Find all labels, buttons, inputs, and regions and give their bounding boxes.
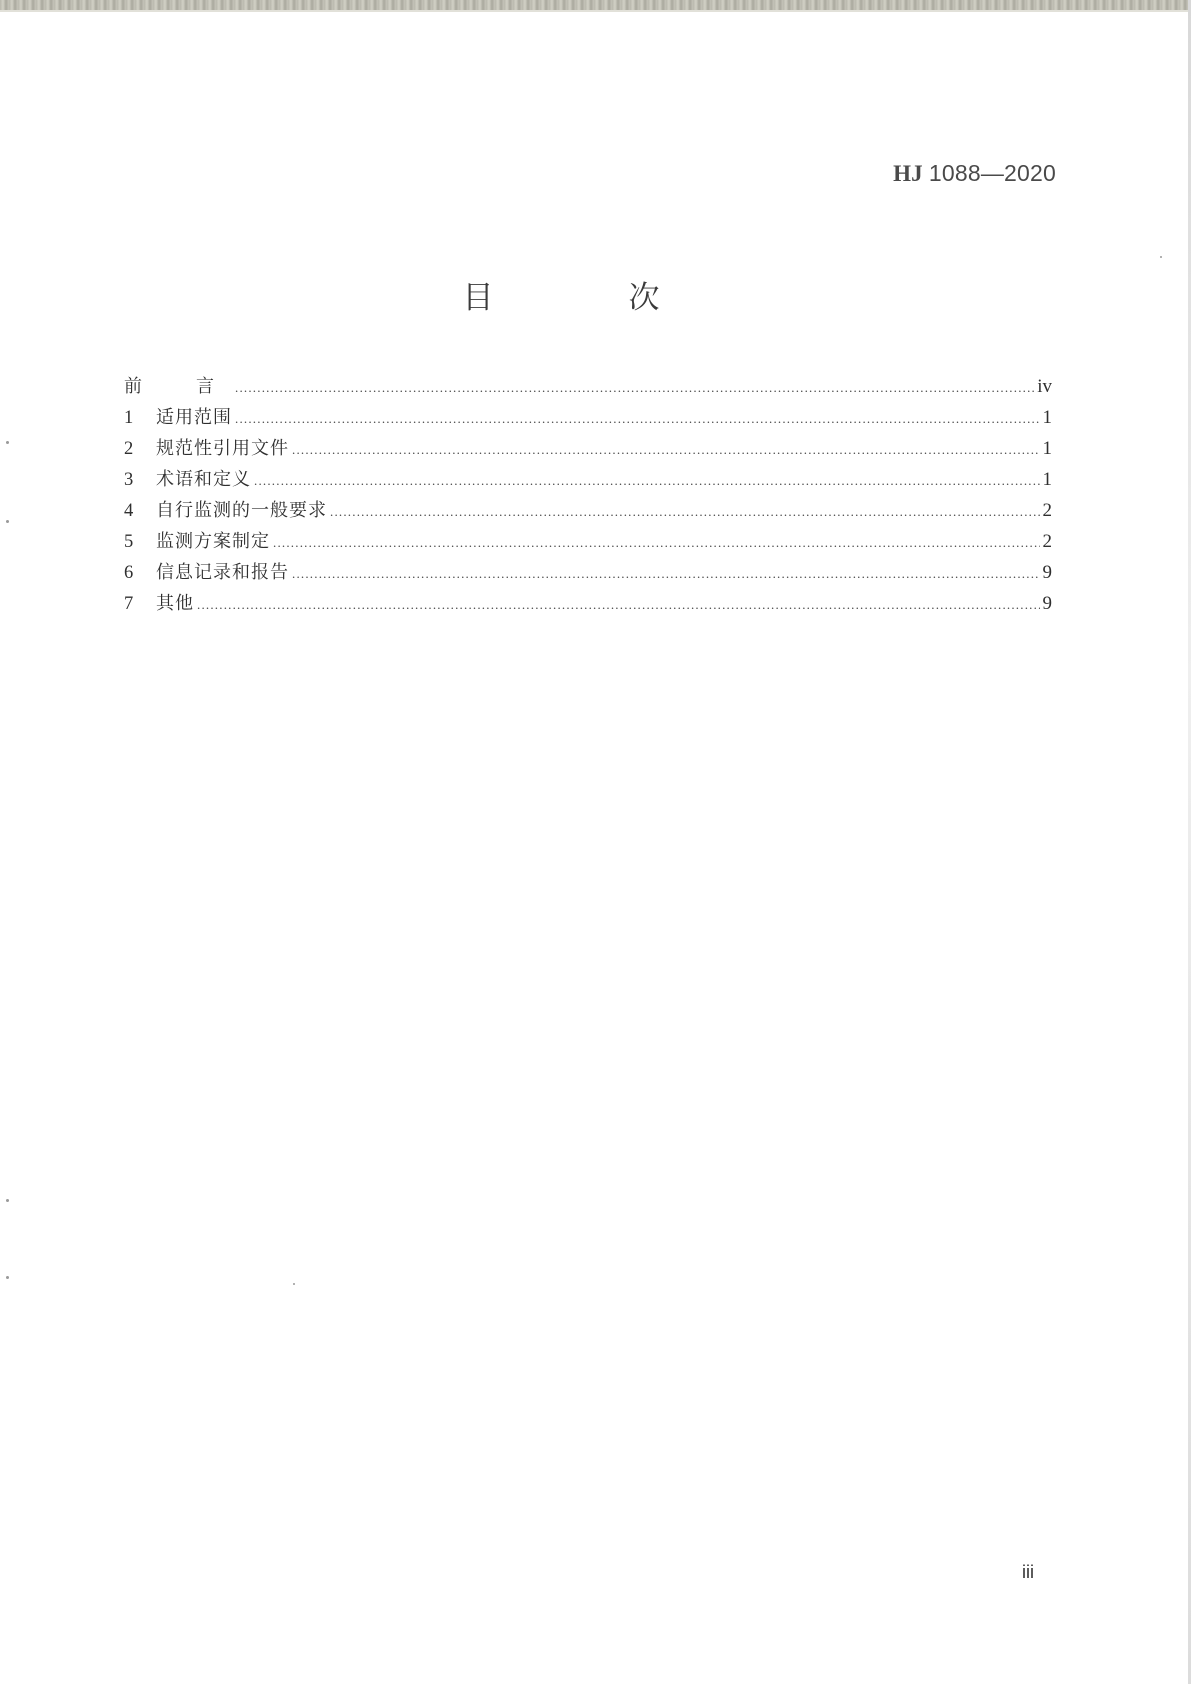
toc-entry-page: 1: [1042, 407, 1052, 428]
toc-entry-number: 1: [124, 408, 134, 428]
scan-speck: [293, 1283, 295, 1285]
toc-leader-dots: [273, 535, 1040, 551]
toc-entry-number: 2: [124, 439, 134, 459]
toc-leader-dots: [197, 597, 1040, 613]
page-number: iii: [1022, 1562, 1034, 1582]
scan-speck: [6, 441, 9, 444]
toc-entry-2[interactable]: [124, 434, 1052, 465]
standard-prefix: HJ: [893, 161, 923, 186]
toc-title: 目 次: [462, 280, 712, 316]
scan-speck: [6, 1199, 9, 1202]
toc-entry-label: 信息记录和报告: [156, 562, 289, 583]
toc-entry-page: 1: [1042, 438, 1052, 459]
toc-entry-label: 术语和定义: [156, 469, 251, 490]
toc-entry-page: iv: [1037, 376, 1052, 397]
toc-entry-number: 6: [124, 563, 134, 583]
toc-entry-7[interactable]: [124, 589, 1052, 620]
toc-entry-page: 2: [1042, 531, 1052, 552]
toc-entry-1[interactable]: [124, 403, 1052, 434]
toc-entry-page: 2: [1042, 500, 1052, 521]
toc-leader-dots: [235, 411, 1040, 427]
toc-entry-5[interactable]: [124, 527, 1052, 558]
standard-code: [893, 160, 1056, 187]
toc-entry-label: 适用范围: [156, 407, 232, 428]
toc-leader-dots: [292, 442, 1040, 458]
scan-speck: [1160, 256, 1162, 258]
table-of-contents: [124, 372, 1052, 620]
toc-entry-label: 其他: [156, 593, 194, 614]
scan-speck: [6, 1276, 9, 1279]
standard-number: 1088—2020: [928, 160, 1056, 186]
toc-entry-number: 7: [124, 594, 134, 614]
scan-edge-top: [0, 0, 1191, 10]
toc-entry-number: 3: [124, 470, 134, 490]
toc-entry-3[interactable]: [124, 465, 1052, 496]
toc-entry-label: 规范性引用文件: [156, 438, 289, 459]
toc-leader-dots: [330, 504, 1040, 520]
toc-entry-label: 监测方案制定: [156, 531, 270, 552]
toc-entry-label: 前 言: [124, 376, 232, 397]
toc-leader-dots: [292, 566, 1040, 582]
toc-entry-preface[interactable]: [124, 372, 1052, 403]
toc-entry-page: 9: [1042, 562, 1052, 583]
toc-entry-page: 9: [1042, 593, 1052, 614]
toc-entry-4[interactable]: [124, 496, 1052, 527]
toc-entry-number: 4: [124, 501, 134, 521]
toc-entry-number: 5: [124, 532, 134, 552]
toc-entry-page: 1: [1042, 469, 1052, 490]
toc-entry-6[interactable]: [124, 558, 1052, 589]
scan-speck: [6, 520, 9, 523]
toc-leader-dots: [235, 380, 1034, 396]
toc-entry-label: 自行监测的一般要求: [156, 500, 327, 521]
toc-leader-dots: [254, 473, 1040, 489]
